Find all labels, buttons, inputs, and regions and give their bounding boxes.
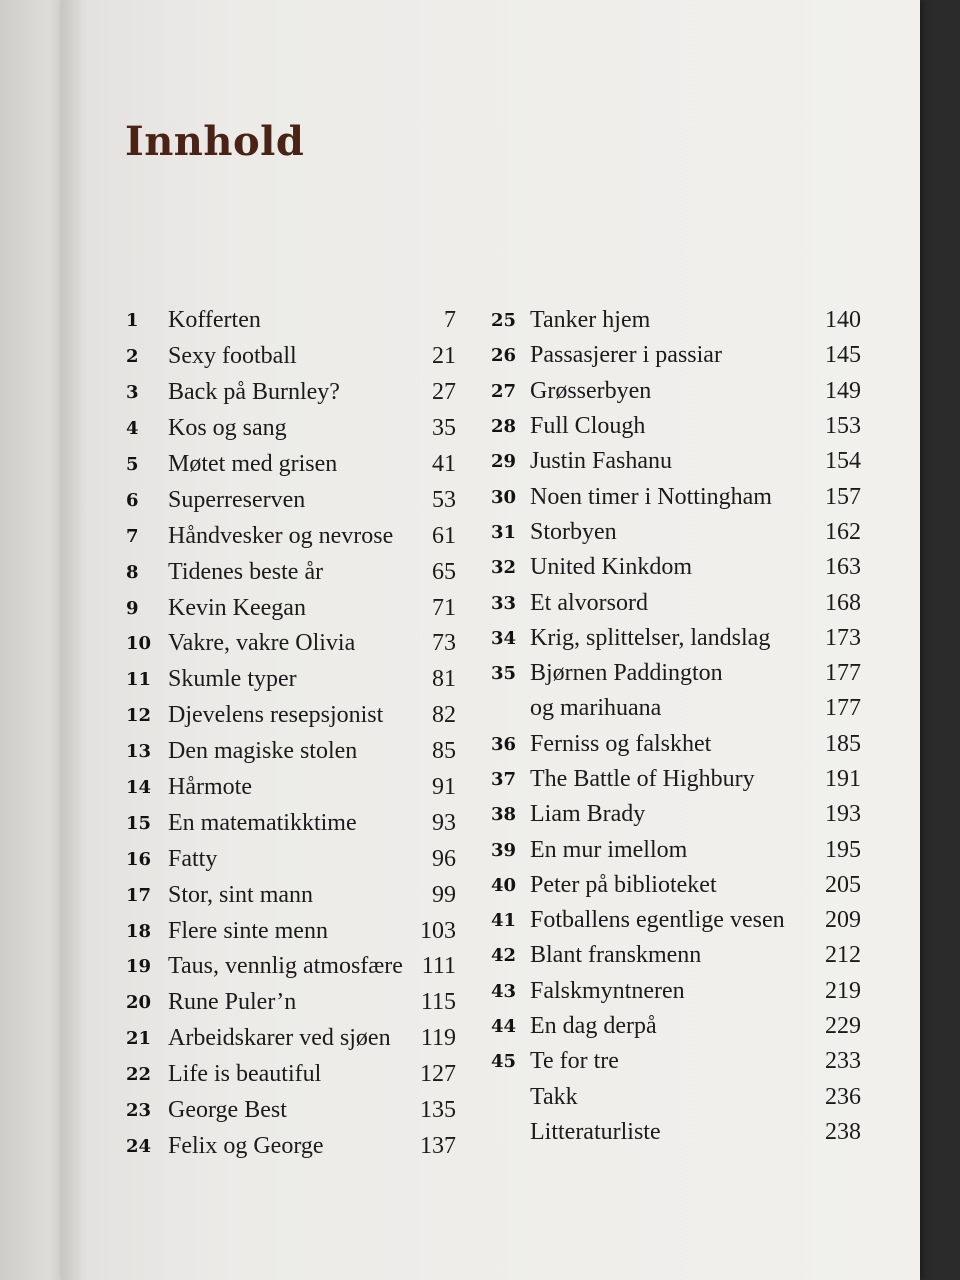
page-number: 85 bbox=[432, 738, 456, 765]
toc-entry bbox=[491, 409, 861, 444]
toc-entry bbox=[126, 770, 456, 806]
chapter-number: 24 bbox=[126, 1135, 152, 1157]
chapter-number: 1 bbox=[126, 310, 139, 332]
chapter-number: 30 bbox=[491, 486, 517, 508]
chapter-title: Hårmote bbox=[168, 774, 252, 801]
chapter-number: 18 bbox=[126, 920, 152, 942]
page-number: 140 bbox=[825, 307, 861, 334]
chapter-title: Stor, sint mann bbox=[168, 881, 314, 908]
page-number: 41 bbox=[432, 451, 456, 477]
chapter-number: 23 bbox=[126, 1100, 152, 1122]
page-number: 185 bbox=[825, 730, 861, 757]
page-number: 111 bbox=[421, 953, 456, 980]
chapter-number: 19 bbox=[126, 956, 152, 978]
toc-entry bbox=[126, 662, 456, 698]
toc-entry bbox=[491, 656, 861, 691]
chapter-title: Back på Burnley? bbox=[168, 379, 340, 406]
toc-entry bbox=[126, 590, 456, 626]
page-number: 219 bbox=[825, 977, 861, 1004]
chapter-number: 5 bbox=[126, 454, 139, 475]
page-number: 65 bbox=[432, 558, 456, 585]
page-number: 145 bbox=[825, 342, 861, 369]
chapter-number: 31 bbox=[491, 521, 517, 543]
toc-entry bbox=[126, 1128, 456, 1164]
chapter-title: George Best bbox=[168, 1097, 287, 1124]
page-number: 115 bbox=[420, 989, 456, 1016]
page-number: 205 bbox=[825, 871, 861, 898]
chapter-number: 37 bbox=[491, 769, 517, 790]
chapter-title: Superreserven bbox=[168, 486, 306, 513]
toc-entry bbox=[491, 974, 861, 1009]
toc-entry bbox=[491, 479, 861, 514]
toc-entry bbox=[491, 303, 861, 338]
toc-entry bbox=[126, 1093, 456, 1129]
chapter-title: Falskmyntneren bbox=[530, 977, 685, 1004]
chapter-number: 4 bbox=[126, 418, 139, 440]
chapter-number: 45 bbox=[491, 1051, 517, 1073]
page-number: 177 bbox=[825, 695, 861, 722]
chapter-title: Kevin Keegan bbox=[168, 594, 306, 621]
toc-entry bbox=[126, 1021, 456, 1057]
page-number: 93 bbox=[432, 809, 456, 836]
page-number: 209 bbox=[825, 907, 861, 934]
toc-entry bbox=[491, 444, 861, 479]
chapter-title: Taus, vennlig atmosfære bbox=[168, 953, 403, 980]
chapter-title: Justin Fashanu bbox=[530, 448, 673, 475]
chapter-number: 25 bbox=[491, 310, 517, 332]
chapter-title: En dag derpå bbox=[530, 1013, 657, 1040]
page-number: 27 bbox=[432, 379, 456, 406]
toc-entry bbox=[126, 626, 456, 662]
page-number: 135 bbox=[420, 1097, 456, 1124]
chapter-title: Sexy football bbox=[168, 343, 297, 370]
toc-entry bbox=[126, 554, 456, 590]
chapter-number: 38 bbox=[491, 804, 517, 826]
chapter-title: og marihuana bbox=[530, 695, 662, 722]
facing-page-edge bbox=[0, 0, 70, 1280]
page-number: 73 bbox=[432, 630, 456, 657]
toc-entry bbox=[126, 698, 456, 734]
chapter-number: 32 bbox=[491, 557, 517, 579]
chapter-title: Rune Puler’n bbox=[168, 989, 297, 1016]
toc-entry bbox=[491, 868, 861, 903]
toc-entry bbox=[491, 903, 861, 938]
chapter-title: Kofferten bbox=[168, 307, 261, 334]
toc-entry bbox=[491, 762, 861, 797]
toc-entry bbox=[491, 797, 861, 832]
toc-entry bbox=[126, 805, 456, 841]
toc-entry bbox=[491, 938, 861, 973]
chapter-title: Peter på biblioteket bbox=[530, 871, 717, 898]
chapter-title: Te for tre bbox=[530, 1048, 619, 1075]
chapter-number: 39 bbox=[491, 839, 517, 861]
toc-entry bbox=[126, 913, 456, 949]
chapter-title: Full Clough bbox=[530, 413, 646, 440]
chapter-title: Bjørnen Paddington bbox=[530, 660, 723, 687]
page-number: 195 bbox=[825, 836, 861, 863]
page-number: 71 bbox=[432, 594, 456, 621]
chapter-title: Djevelens resepsjonist bbox=[168, 702, 384, 729]
chapter-number: 8 bbox=[126, 561, 139, 583]
toc-entry bbox=[491, 585, 861, 620]
chapter-title: Ferniss og falskhet bbox=[530, 730, 712, 757]
chapter-title: Felix og George bbox=[168, 1132, 324, 1159]
toc-entry bbox=[126, 877, 456, 913]
page-number: 35 bbox=[432, 415, 456, 442]
chapter-title: Grøsserbyen bbox=[530, 377, 652, 404]
chapter-title: Blant franskmenn bbox=[530, 942, 702, 969]
page-number: 177 bbox=[825, 660, 861, 687]
chapter-title: Krig, splittelser, landslag bbox=[530, 624, 771, 651]
toc-entry bbox=[491, 621, 861, 656]
chapter-number: 7 bbox=[126, 525, 139, 547]
chapter-title: United Kinkdom bbox=[530, 554, 692, 581]
chapter-number: 22 bbox=[126, 1064, 152, 1086]
page-number: 137 bbox=[420, 1132, 456, 1159]
chapter-title: The Battle of Highbury bbox=[530, 766, 755, 792]
page-number: 212 bbox=[825, 942, 861, 969]
toc-entry bbox=[126, 447, 456, 483]
chapter-number: 27 bbox=[491, 380, 517, 402]
chapter-title: Tanker hjem bbox=[530, 307, 651, 334]
page-number: 173 bbox=[825, 624, 861, 651]
chapter-number: 34 bbox=[491, 627, 517, 649]
toc-entry bbox=[491, 374, 861, 409]
chapter-number: 2 bbox=[126, 346, 139, 368]
chapter-title: Håndvesker og nevrose bbox=[168, 522, 394, 549]
chapter-title: Passasjerer i passiar bbox=[530, 342, 722, 369]
toc-entry bbox=[126, 841, 456, 877]
toc-entry bbox=[126, 303, 456, 339]
page-number: 191 bbox=[825, 766, 861, 792]
chapter-title: Takk bbox=[530, 1083, 578, 1110]
page-number: 99 bbox=[432, 881, 456, 908]
chapter-title: Liam Brady bbox=[530, 801, 646, 828]
page-number: 7 bbox=[444, 307, 456, 334]
page-number: 162 bbox=[825, 518, 861, 545]
page-number: 53 bbox=[432, 486, 456, 513]
page-number: 91 bbox=[432, 774, 456, 801]
page-number: 153 bbox=[825, 413, 861, 440]
chapter-number: 9 bbox=[126, 597, 139, 619]
toc-entry bbox=[491, 550, 861, 585]
chapter-number: 33 bbox=[491, 592, 517, 614]
chapter-title: Storbyen bbox=[530, 518, 617, 545]
chapter-number: 16 bbox=[126, 848, 152, 870]
page-number: 103 bbox=[420, 917, 456, 944]
toc-entry bbox=[126, 518, 456, 554]
chapter-title: Litteraturliste bbox=[530, 1118, 661, 1145]
chapter-title: Den magiske stolen bbox=[168, 738, 358, 765]
chapter-number: 6 bbox=[126, 489, 139, 511]
chapter-title: Flere sinte menn bbox=[168, 917, 328, 944]
chapter-title: Fatty bbox=[168, 845, 218, 872]
toc-entry bbox=[126, 339, 456, 375]
page-number: 119 bbox=[420, 1025, 456, 1052]
toc-entry bbox=[126, 375, 456, 411]
chapter-title: Life is beautiful bbox=[168, 1061, 322, 1088]
chapter-number: 12 bbox=[126, 705, 152, 727]
chapter-title: En matematikktime bbox=[168, 809, 357, 836]
toc-entry bbox=[491, 515, 861, 550]
toc-entry bbox=[491, 1115, 861, 1150]
toc-entry bbox=[491, 1080, 861, 1115]
page-number: 229 bbox=[825, 1013, 861, 1040]
chapter-number: 26 bbox=[491, 345, 517, 367]
toc-entry bbox=[126, 482, 456, 518]
chapter-number: 10 bbox=[126, 633, 152, 655]
chapter-number: 40 bbox=[491, 874, 517, 896]
page-number: 193 bbox=[825, 801, 861, 828]
chapter-number: 13 bbox=[126, 741, 152, 763]
chapter-title: Noen timer i Nottingham bbox=[530, 483, 772, 510]
toc-entry bbox=[491, 1009, 861, 1044]
chapter-title: Skumle typer bbox=[168, 666, 297, 693]
page-number: 238 bbox=[825, 1118, 861, 1145]
page-number: 157 bbox=[825, 483, 861, 510]
chapter-number: 35 bbox=[491, 663, 517, 685]
page-number: 236 bbox=[825, 1083, 861, 1110]
toc-column-left bbox=[126, 303, 456, 1164]
toc-entry bbox=[491, 727, 861, 762]
toc-column-right bbox=[491, 303, 861, 1150]
page-number: 81 bbox=[432, 666, 456, 693]
chapter-title: Kos og sang bbox=[168, 415, 287, 442]
page-number: 149 bbox=[825, 377, 861, 404]
toc-entry bbox=[126, 949, 456, 985]
chapter-number: 44 bbox=[491, 1016, 517, 1038]
toc-entry bbox=[126, 1057, 456, 1093]
toc-entry bbox=[491, 691, 861, 726]
page-number: 154 bbox=[825, 448, 861, 475]
toc-entry bbox=[491, 338, 861, 373]
toc-entry bbox=[126, 985, 456, 1021]
toc-entry bbox=[491, 832, 861, 867]
page-number: 82 bbox=[432, 702, 456, 729]
chapter-number: 3 bbox=[126, 382, 139, 404]
chapter-title: En mur imellom bbox=[530, 836, 688, 863]
chapter-number: 20 bbox=[126, 992, 152, 1014]
chapter-number: 15 bbox=[126, 812, 152, 834]
toc-entry bbox=[126, 734, 456, 770]
chapter-number: 43 bbox=[491, 980, 517, 1002]
chapter-number: 21 bbox=[126, 1028, 152, 1050]
chapter-number: 36 bbox=[491, 733, 517, 755]
chapter-number: 17 bbox=[126, 884, 152, 906]
page-number: 233 bbox=[825, 1048, 861, 1075]
page-number: 127 bbox=[420, 1061, 456, 1088]
page-number: 96 bbox=[432, 845, 456, 872]
chapter-title: Et alvorsord bbox=[530, 589, 648, 616]
chapter-number: 11 bbox=[126, 669, 152, 691]
page-title: Innhold bbox=[125, 118, 305, 165]
chapter-number: 14 bbox=[126, 777, 152, 799]
page-number: 61 bbox=[432, 522, 456, 549]
page-number: 163 bbox=[825, 554, 861, 581]
chapter-title: Arbeidskarer ved sjøen bbox=[168, 1025, 391, 1052]
chapter-number: 29 bbox=[491, 451, 517, 473]
chapter-title: Møtet med grisen bbox=[168, 451, 338, 477]
chapter-title: Vakre, vakre Olivia bbox=[168, 630, 356, 657]
chapter-title: Tidenes beste år bbox=[168, 558, 324, 585]
chapter-number: 41 bbox=[491, 910, 517, 932]
chapter-number: 42 bbox=[491, 945, 517, 967]
page-number: 168 bbox=[825, 589, 861, 616]
chapter-title: Fotballens egentlige vesen bbox=[530, 907, 785, 934]
toc-entry bbox=[126, 411, 456, 447]
chapter-number: 28 bbox=[491, 416, 517, 438]
toc-entry bbox=[491, 1044, 861, 1079]
page-number: 21 bbox=[432, 343, 456, 370]
